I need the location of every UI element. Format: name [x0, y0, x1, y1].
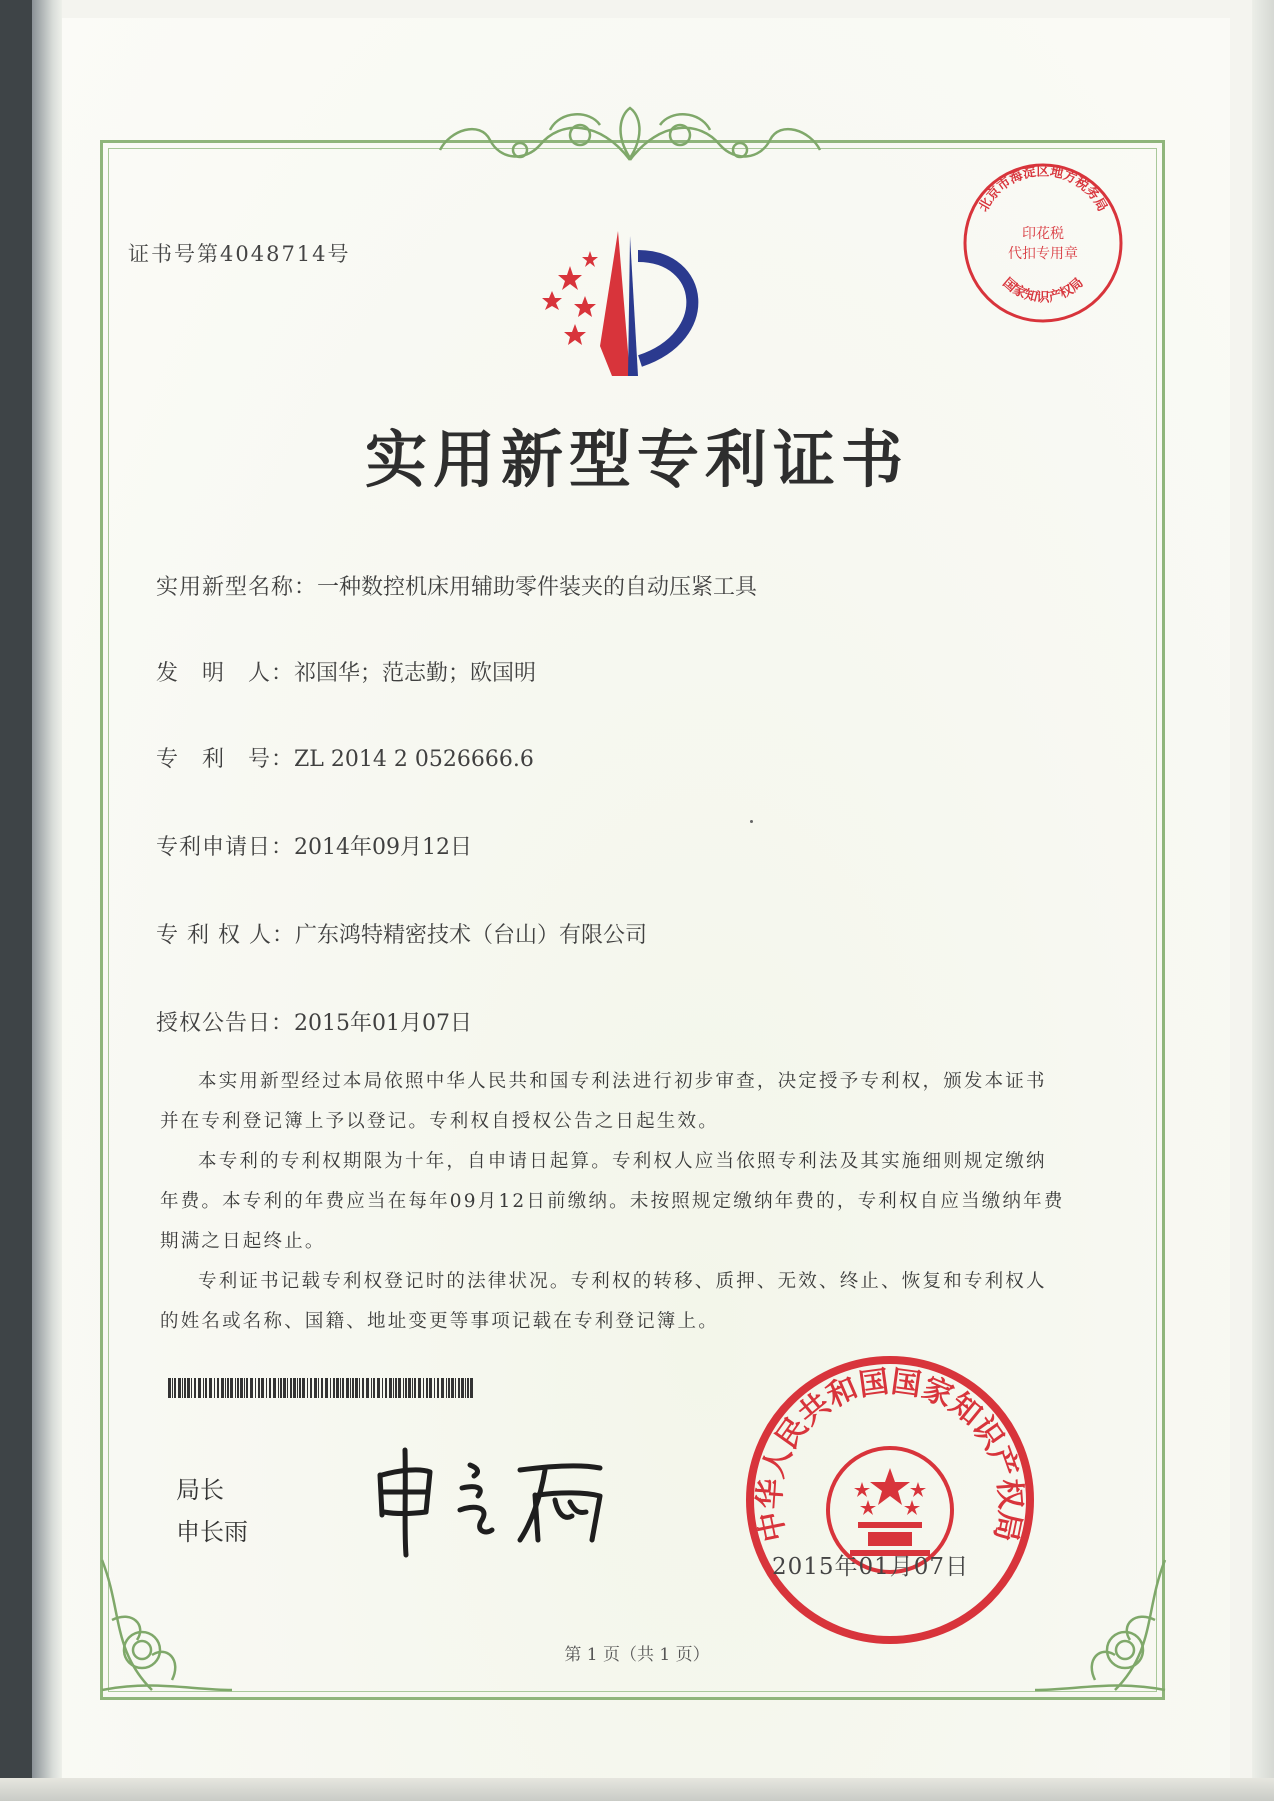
barcode-bar — [467, 1378, 469, 1398]
corner-ornament-icon — [1025, 1550, 1175, 1700]
field-label: 专利申请日： — [156, 835, 295, 860]
barcode-bar — [287, 1378, 288, 1398]
field-grant-date — [156, 1006, 472, 1037]
barcode-bar — [458, 1378, 460, 1398]
barcode-bar — [198, 1378, 201, 1398]
barcode-bar — [455, 1378, 456, 1398]
body-paragraph: 专利证书记载专利权登记时的法律状况。专利权的转移、质押、无效、终止、恢复和专利权人的姓名或名称、国籍、地址变更等事项记载在专利登记簿上。 — [160, 1271, 1047, 1332]
barcode-bar — [293, 1378, 296, 1398]
barcode-bar — [352, 1378, 354, 1398]
barcode-bar — [434, 1378, 435, 1398]
body-paragraph: 本专利的专利权期限为十年，自申请日起算。专利权人应当依照专利法及其实施细则规定缴纳年费。本专利的年费应当在每年09月12日前缴纳。未按照规定缴纳年费的，专利权自应当缴纳年费期满之日起终止。 — [160, 1151, 1065, 1252]
field-inventor — [156, 656, 536, 687]
barcode-bar — [172, 1378, 173, 1398]
barcode-bar — [429, 1378, 432, 1398]
barcode-bar — [366, 1378, 369, 1398]
barcode-bar — [403, 1378, 404, 1398]
svg-text:国家知识产权局 — [999, 275, 1086, 306]
barcode-bar — [178, 1378, 181, 1398]
barcode-bar — [214, 1378, 215, 1398]
certificate-body — [160, 1062, 1065, 1342]
barcode-bar — [414, 1378, 416, 1398]
field-label: 专 利 号： — [156, 747, 295, 772]
barcode-bar — [203, 1378, 204, 1398]
barcode-bar — [297, 1378, 298, 1398]
official-seal-icon — [740, 1350, 1040, 1650]
barcode-bar — [350, 1378, 351, 1398]
barcode-bar — [250, 1378, 253, 1398]
barcode-bar — [240, 1378, 243, 1398]
barcode-bar — [465, 1378, 466, 1398]
barcode-bar — [330, 1378, 331, 1398]
barcode-bar — [340, 1378, 341, 1398]
seal-ring-text: 中华人民共和国国家知识产权局 — [752, 1364, 1028, 1545]
barcode-bar — [217, 1378, 219, 1398]
seal-date: 2015年01月07日 — [772, 1554, 970, 1580]
barcode-bar — [209, 1378, 212, 1398]
field-utility-model-name — [156, 570, 757, 601]
field-label: 发 明 人： — [156, 661, 295, 686]
director-signature-icon — [360, 1440, 650, 1560]
field-label: 专 利 权 人： — [156, 923, 295, 948]
barcode-bar — [448, 1378, 450, 1398]
barcode-bar — [355, 1378, 358, 1398]
barcode-bar — [393, 1378, 394, 1398]
barcode-bar — [184, 1378, 186, 1398]
certificate-number: 证书号第4048714号 — [128, 242, 351, 266]
scan-edge-dark — [0, 0, 32, 1801]
field-application-date — [156, 830, 472, 861]
patent-office-emblem-icon — [530, 226, 730, 376]
barcode-bar — [258, 1378, 260, 1398]
field-patentee — [156, 918, 647, 949]
field-value: 2014年09月12日 — [294, 835, 472, 860]
barcode-bar — [346, 1378, 349, 1398]
barcode-bar — [280, 1378, 282, 1398]
barcode-bar — [191, 1378, 192, 1398]
barcode-bar — [359, 1378, 360, 1398]
barcode-bar — [398, 1378, 401, 1398]
field-label: 授权公告日： — [156, 1011, 295, 1036]
svg-text:北京市海淀区地方税务局 — [976, 163, 1109, 214]
corner-ornament-icon — [92, 1550, 242, 1700]
barcode-bar — [318, 1378, 319, 1398]
director-name: 申长雨 — [176, 1518, 248, 1546]
barcode-bar — [321, 1378, 323, 1398]
barcode-bar — [461, 1378, 464, 1398]
barcode-bar — [408, 1378, 411, 1398]
barcode-bar — [194, 1378, 196, 1398]
barcode-bar — [205, 1378, 207, 1398]
barcode-bar — [269, 1378, 271, 1398]
barcode-bar — [255, 1378, 256, 1398]
barcode-bar — [423, 1378, 424, 1398]
barcode-bar — [441, 1378, 444, 1398]
barcode-bar — [325, 1378, 328, 1398]
barcode-bar — [373, 1378, 375, 1398]
scan-edge-right — [1252, 0, 1274, 1801]
field-value: 2015年01月07日 — [294, 1011, 472, 1036]
barcode-bar — [290, 1378, 292, 1398]
tax-seal-center-line1: 印花税 — [1022, 226, 1064, 242]
barcode-bar — [418, 1378, 421, 1398]
barcode-bar — [246, 1378, 248, 1398]
page-number: 第 1 页（共 1 页） — [564, 1645, 710, 1665]
field-label: 实用新型名称： — [156, 575, 318, 600]
body-paragraph: 本实用新型经过本局依照中华人民共和国专利法进行初步审查，决定授予专利权，颁发本证书并在专利登记簿上予以登记。专利权自授权公告之日起生效。 — [160, 1071, 1047, 1132]
barcode-bar — [237, 1378, 239, 1398]
barcode-bar — [235, 1378, 236, 1398]
barcode-bar — [382, 1378, 383, 1398]
barcode-bar — [426, 1378, 428, 1398]
barcode-bar — [342, 1378, 344, 1398]
stamp-tax-seal-icon — [958, 158, 1128, 328]
barcode-bar — [225, 1378, 226, 1398]
barcode-bar — [299, 1378, 301, 1398]
scan-edge-bottom — [0, 1778, 1274, 1801]
barcode-bar — [446, 1378, 447, 1398]
field-value: 祁国华；范志勤；欧国明 — [294, 661, 537, 686]
barcode-bar — [244, 1378, 245, 1398]
tax-seal-bottom-text: 国家知识产权局 — [999, 275, 1087, 306]
barcode-bar — [310, 1378, 312, 1398]
barcode-bar — [314, 1378, 317, 1398]
director-title: 局长 — [176, 1476, 224, 1504]
field-patent-number — [156, 742, 534, 773]
field-value: ZL 2014 2 0526666.6 — [294, 747, 534, 772]
barcode-bar — [283, 1378, 286, 1398]
barcode-bar — [385, 1378, 387, 1398]
barcode-bar — [437, 1378, 439, 1398]
barcode-bar — [451, 1378, 454, 1398]
barcode-bar — [371, 1378, 372, 1398]
barcode-bar — [182, 1378, 183, 1398]
barcode-bar — [221, 1378, 224, 1398]
barcode-bar — [405, 1378, 407, 1398]
barcode-bar — [187, 1378, 190, 1398]
barcode-bar — [266, 1378, 267, 1398]
certificate-title: 实用新型专利证书 — [364, 423, 909, 496]
barcode-bar — [227, 1378, 229, 1398]
scan-speck — [750, 820, 753, 823]
barcode-bar — [362, 1378, 364, 1398]
barcode-bar — [470, 1378, 473, 1398]
svg-text:中华人民共和国国家知识产权局 — [752, 1364, 1027, 1544]
tax-seal-center-line2: 代扣专用章 — [1008, 246, 1078, 262]
barcode-bar — [302, 1378, 305, 1398]
barcode-bar — [168, 1378, 171, 1398]
tax-seal-ring-text: 北京市海淀区地方税务局 — [976, 164, 1110, 215]
barcode-bar — [278, 1378, 279, 1398]
field-value: 广东鸿特精密技术（台山）有限公司 — [294, 923, 647, 948]
barcode-bar — [336, 1378, 339, 1398]
barcode-bar — [230, 1378, 233, 1398]
barcode-bar — [412, 1378, 413, 1398]
barcode-bar — [174, 1378, 176, 1398]
barcode-icon — [168, 1378, 478, 1398]
scan-edge-shadow — [32, 0, 62, 1801]
barcode-bar — [261, 1378, 264, 1398]
barcode-bar — [395, 1378, 397, 1398]
barcode-bar — [377, 1378, 380, 1398]
barcode-bar — [333, 1378, 335, 1398]
barcode-bar — [273, 1378, 276, 1398]
top-floral-ornament-icon — [430, 100, 830, 180]
barcode-bar — [389, 1378, 392, 1398]
field-value: 一种数控机床用辅助零件装夹的自动压紧工具 — [317, 575, 758, 600]
barcode-bar — [307, 1378, 308, 1398]
